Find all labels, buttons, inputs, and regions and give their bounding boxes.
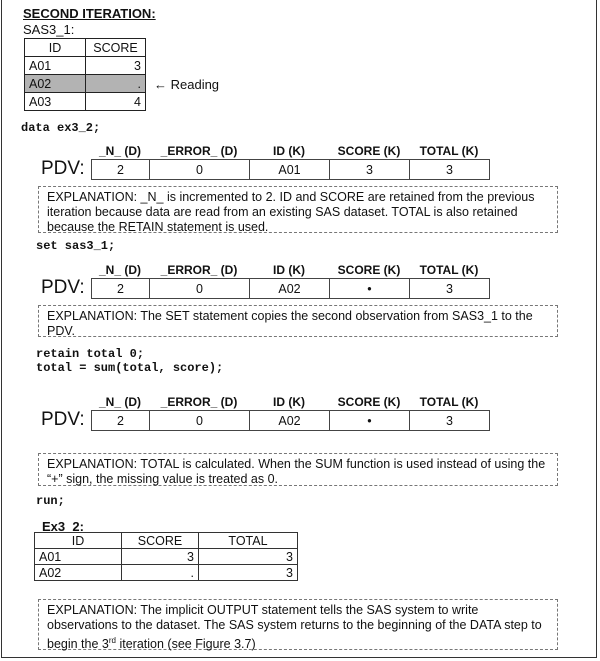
pdv-label: PDV: [41,158,85,179]
code-set-statement: set sas3_1; [36,239,116,253]
pdv-cell-score: 3 [330,160,410,180]
explanation-box-3: EXPLANATION: TOTAL is calculated. When the SUM function is used instead of using the “+” sign, the missing value is treated as 0. [38,453,558,486]
cell-id: A02 [25,75,86,93]
pdv-cell-score: • [330,411,410,431]
explanation-text: EXPLANATION: The implicit OUTPUT statement tells the SAS system to write observations to the dataset. The SAS system returns to the beginning of the DATA step to begin the 3 [47,603,542,652]
pdv-header-id: ID (K) [273,263,305,277]
pdv-header-total: TOTAL (K) [419,263,479,277]
pdv-cell-n: 2 [92,160,150,180]
cell-score: . [86,75,146,93]
pdv-row [92,279,490,299]
table-row [35,565,298,581]
pdv-header-id: ID (K) [273,395,305,409]
table-header-row [25,39,146,57]
pdv-cell-id: A02 [250,411,330,431]
pdv-cell-id: A01 [250,160,330,180]
reading-pointer: ← Reading [154,77,220,92]
pdv-table [91,159,490,180]
input-dataset-table [24,38,146,111]
pdv-table [91,410,490,431]
pdv-header-n: _N_ (D) [98,395,141,409]
pdv-table [91,278,490,299]
cell-id: A01 [35,549,122,565]
column-header-score: SCORE [122,533,199,549]
table-row-highlighted [25,75,146,93]
pdv-cell-n: 2 [92,411,150,431]
pdv-header-score: SCORE (K) [337,395,401,409]
column-header-score: SCORE [86,39,146,57]
cell-score: 4 [86,93,146,111]
cell-id: A02 [35,565,122,581]
cell-id: A01 [25,57,86,75]
output-dataset-name: Ex3_2: [42,519,84,534]
table-row [25,93,146,111]
pdv-header-score: SCORE (K) [337,263,401,277]
output-dataset-table [34,532,298,581]
pdv-cell-error: 0 [150,411,250,431]
pdv-header-id: ID (K) [273,144,305,158]
explanation-text: iteration (see Figure 3.7) [115,637,256,652]
column-header-total: TOTAL [199,533,298,549]
cell-score: . [122,565,199,581]
explanation-box-4 [38,599,558,650]
pdv-header-n: _N_ (D) [98,263,141,277]
explanation-box-2: EXPLANATION: The SET statement copies the second observation from SAS3_1 to the PDV. [38,305,558,337]
code-retain-statement: retain total 0; [36,347,145,361]
pdv-header-total: TOTAL (K) [419,144,479,158]
pdv-cell-n: 2 [92,279,150,299]
ordinal-suffix: rd [108,636,116,645]
input-dataset-name: SAS3_1: [23,22,75,37]
pdv-cell-total: 3 [410,411,490,431]
pdv-header-error: _ERROR_ (D) [160,144,238,158]
table-row [25,57,146,75]
pdv-row [92,160,490,180]
pdv-header-n: _N_ (D) [98,144,141,158]
cell-total: 3 [199,565,298,581]
pdv-header-error: _ERROR_ (D) [160,395,238,409]
cell-total: 3 [199,549,298,565]
pdv-header-score: SCORE (K) [337,144,401,158]
column-header-id: ID [35,533,122,549]
pdv-label: PDV: [41,409,85,430]
table-header-row [35,533,298,549]
section-heading: SECOND ITERATION: [23,6,156,21]
code-data-statement: data ex3_2; [21,121,101,135]
code-sum-statement: total = sum(total, score); [36,361,224,375]
table-row [35,549,298,565]
pdv-cell-total: 3 [410,279,490,299]
cell-score: 3 [122,549,199,565]
code-run-statement: run; [36,494,65,508]
cell-score: 3 [86,57,146,75]
pdv-header-total: TOTAL (K) [419,395,479,409]
pdv-row [92,411,490,431]
pdv-cell-error: 0 [150,160,250,180]
pdv-cell-id: A02 [250,279,330,299]
pdv-label: PDV: [41,277,85,298]
pdv-cell-total: 3 [410,160,490,180]
pdv-cell-error: 0 [150,279,250,299]
pdv-header-error: _ERROR_ (D) [160,263,238,277]
pdv-cell-score: • [330,279,410,299]
cell-id: A03 [25,93,86,111]
column-header-id: ID [25,39,86,57]
explanation-box-1: EXPLANATION: _N_ is incremented to 2. ID and SCORE are retained from the previous iteration because data are read from an existing SAS dataset. TOTAL is also retained because the RETAIN statement is used. [38,186,558,233]
